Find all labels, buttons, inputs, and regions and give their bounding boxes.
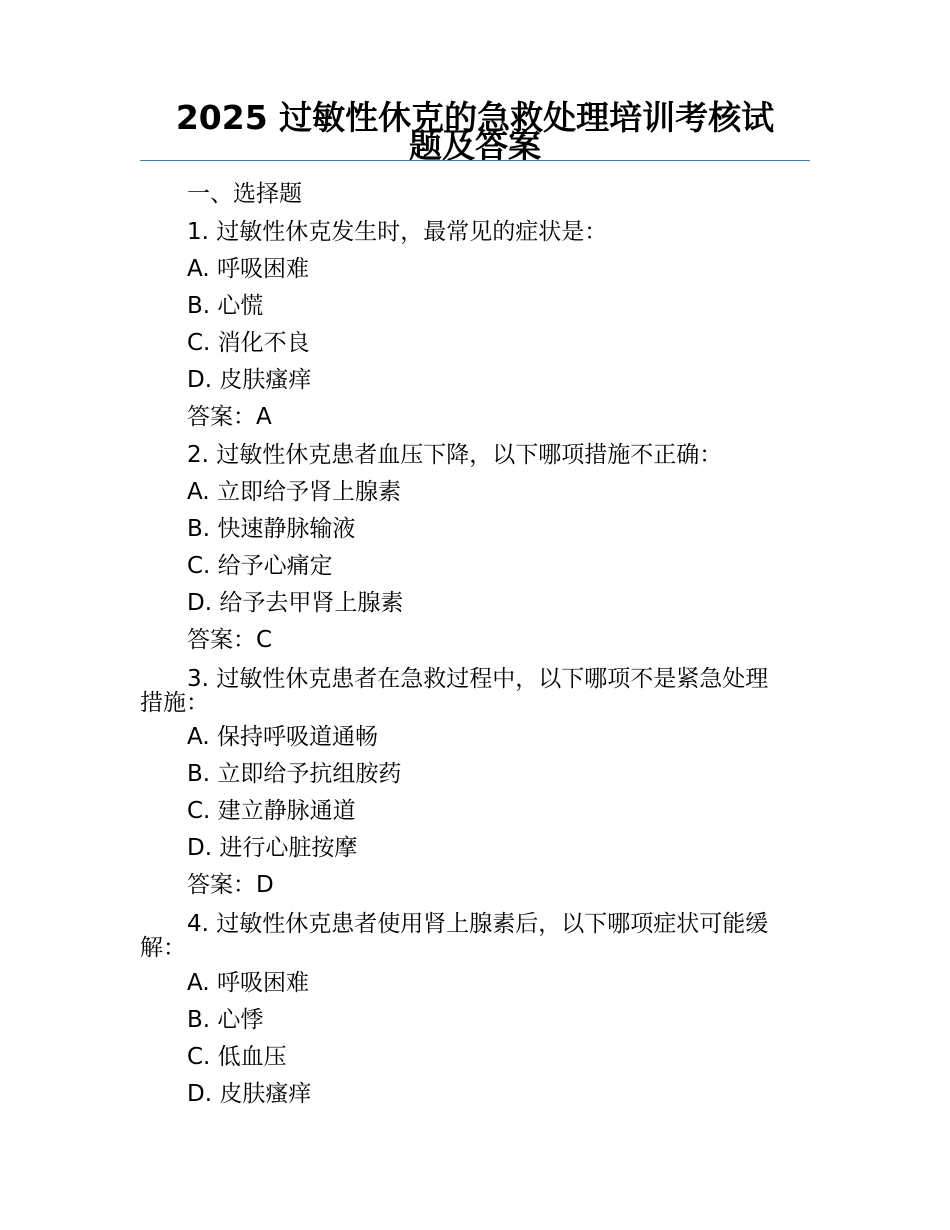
q1-option-a: A. 呼吸困难 [187,256,309,282]
q3-option-c: C. 建立静脉通道 [187,798,356,824]
question-3-line-1: 3. 过敏性休克患者在急救过程中，以下哪项不是紧急处理 [187,666,769,692]
q3-option-a: A. 保持呼吸道通畅 [187,724,378,750]
q4-option-b: B. 心悸 [187,1007,264,1033]
q2-option-d: D. 给予去甲肾上腺素 [187,590,404,616]
question-4-line-2: 解： [140,935,186,961]
q2-option-c: C. 给予心痛定 [187,553,333,579]
title-divider [140,160,810,161]
question-3-line-2: 措施： [140,690,209,716]
title-line-2: 题及答案 [409,126,541,165]
q1-option-b: B. 心慌 [187,293,264,319]
q2-answer: 答案：C [187,627,273,653]
question-3 [140,667,812,715]
q2-option-a: A. 立即给予肾上腺素 [187,479,401,505]
q2-option-b: B. 快速静脉输液 [187,516,356,542]
question-4 [140,912,812,960]
title-line-1: 2025 过敏性休克的急救处理培训考核试 [175,98,775,137]
q3-answer: 答案：D [187,872,274,898]
question-4-line-1: 4. 过敏性休克患者使用肾上腺素后，以下哪项症状可能缓 [187,911,769,937]
q3-option-b: B. 立即给予抗组胺药 [187,761,402,787]
q3-option-d: D. 进行心脏按摩 [187,835,358,861]
question-2: 2. 过敏性休克患者血压下降，以下哪项措施不正确： [187,442,723,468]
q1-option-c: C. 消化不良 [187,330,310,356]
q4-option-a: A. 呼吸困难 [187,970,309,996]
q1-option-d: D. 皮肤瘙痒 [187,367,312,393]
section-heading: 一、选择题 [187,181,302,207]
q4-option-c: C. 低血压 [187,1044,287,1070]
q4-option-d: D. 皮肤瘙痒 [187,1081,312,1107]
q1-answer: 答案：A [187,404,272,430]
question-1: 1. 过敏性休克发生时，最常见的症状是： [187,219,608,245]
document-title [140,98,810,165]
